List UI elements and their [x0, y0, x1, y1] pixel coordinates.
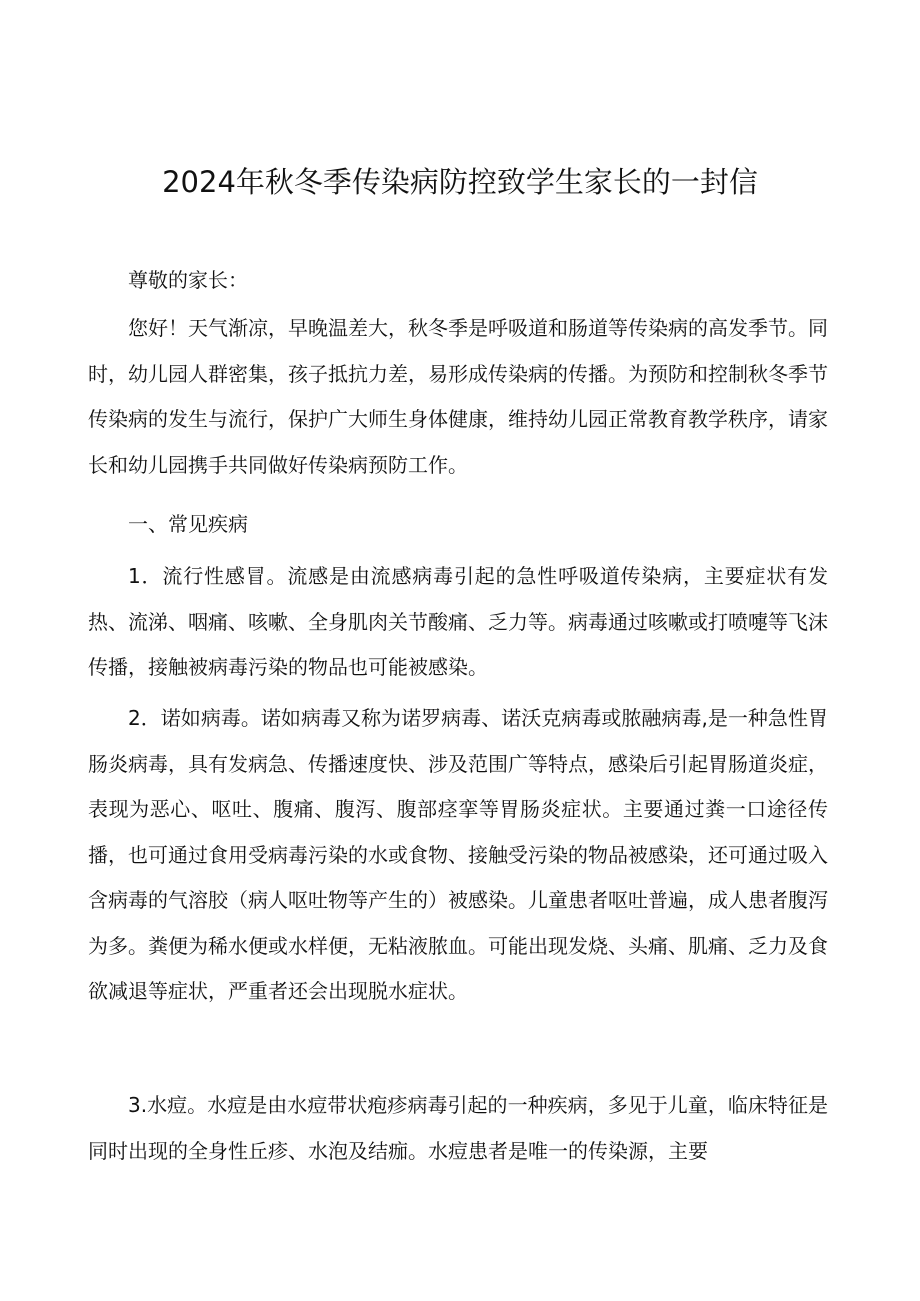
salutation-block — [88, 258, 828, 304]
item-norovirus-paragraph: 2．诺如病毒。诺如病毒又称为诺罗病毒、诺沃克病毒或脓融病毒,是一种急性胃肠炎病毒，具有发病急、传播速度快、涉及范围广等特点，感染后引起胃肠道炎症，表现为恶心、呕吐、腹痛、腹泻、腹部痉挛等胃肠炎症状。主要通过粪一口途径传播，也可通过食用受病毒污染的水或食物、接触受污染的物品被感染，还可通过吸入含病毒的气溶胶（病人呕吐物等产生的）被感染。儿童患者呕吐普遍，成人患者腹泻为多。粪便为稀水便或水样便，无粘液脓血。可能出现发烧、头痛、肌痛、乏力及食欲减退等症状，严重者还会出现脱水症状。 — [88, 706, 828, 1003]
document-title: 2024年秋冬季传染病防控致学生家长的一封信 — [162, 165, 758, 199]
intro-block — [88, 306, 828, 488]
item-flu-block — [88, 554, 828, 691]
item-chickenpox-paragraph: 3.水痘。水痘是由水痘带状疱疹病毒引起的一种疾病，多见于儿童，临床特征是同时出现的全身性丘疹、水泡及结痂。水痘患者是唯一的传染源，主要 — [88, 1093, 828, 1163]
item-flu-paragraph: 1．流行性感冒。流感是由流感病毒引起的急性呼吸道传染病，主要症状有发热、流涕、咽痛、咳嗽、全身肌肉关节酸痛、乏力等。病毒通过咳嗽或打喷嚏等飞沫传播，接触被病毒污染的物品也可能被感染。 — [88, 564, 828, 679]
section-heading-common-diseases: 一、常见疾病 — [128, 512, 248, 536]
intro-paragraph: 您好！天气渐凉，早晚温差大，秋冬季是呼吸道和肠道等传染病的高发季节。同时，幼儿园人群密集，孩子抵抗力差，易形成传染病的传播。为预防和控制秋冬季节传染病的发生与流行，保护广大师生身体健康，维持幼儿园正常教育教学秩序，请家长和幼儿园携手共同做好传染病预防工作。 — [88, 316, 828, 477]
item-chickenpox-block — [88, 1083, 828, 1174]
salutation: 尊敬的家长： — [128, 268, 248, 292]
item-norovirus-block — [88, 696, 828, 1015]
